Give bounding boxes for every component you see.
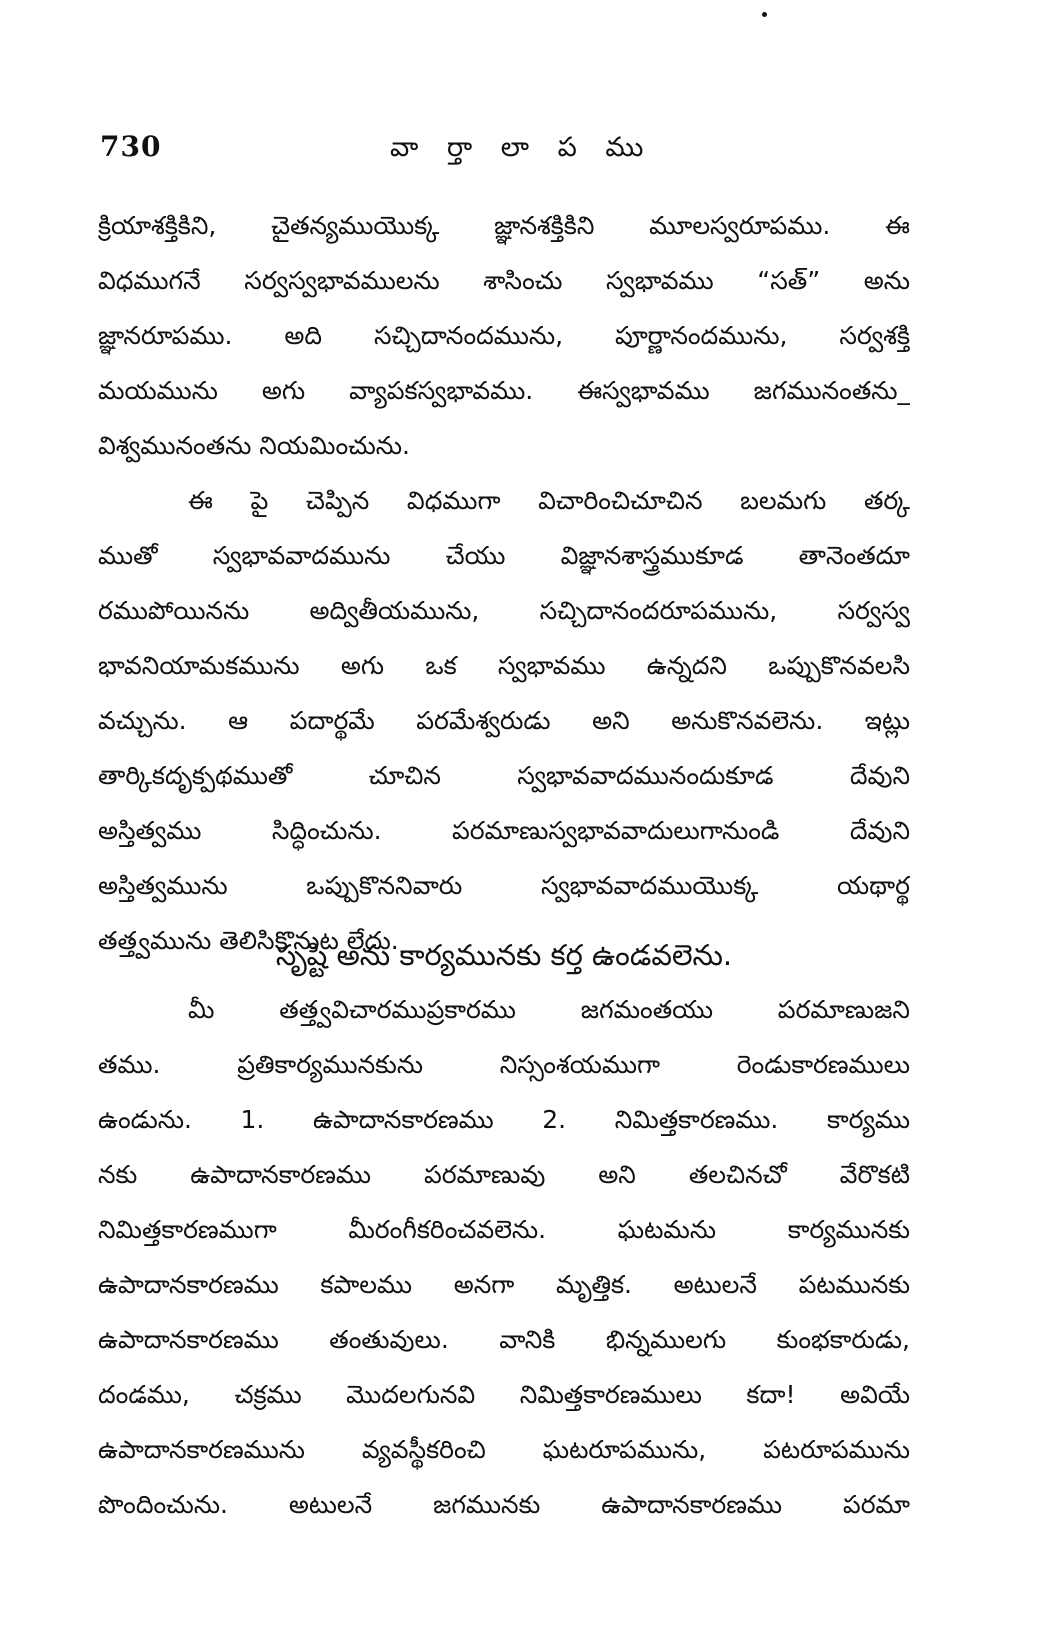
text-line: మీ తత్త్వవిచారముప్రకారము జగమంతయు పరమాణుజని bbox=[188, 995, 910, 1024]
text-line: ఉపాదానకారణము తంతువులు. వానికి భిన్నములగు కుంభకారుడు, bbox=[98, 1325, 910, 1354]
page-header bbox=[100, 130, 920, 180]
text-line: అస్తిత్వమును ఒప్పుకొననివారు స్వభావవాదముయొక్క యథార్థ bbox=[98, 871, 910, 900]
text-line: ఉపాదానకారణము కపాలము అనగా మృత్తిక. అటులనే పటమునకు bbox=[98, 1270, 910, 1299]
text-line: రముపోయినను అద్వితీయమును, సచ్చిదానందరూపమును, సర్వస్వ bbox=[98, 596, 910, 625]
text-line: భావనియామకమును అగు ఒక స్వభావము ఉన్నదని ఒప్పుకొనవలసి bbox=[98, 651, 910, 680]
page-number: 730 bbox=[100, 130, 162, 163]
text-line: విశ్వమునంతను నియమించును. bbox=[98, 431, 410, 460]
text-line: ఉండును. 1. ఉపాదానకారణము 2. నిమిత్తకారణము. కార్యము bbox=[98, 1105, 910, 1134]
text-line: క్రియాశక్తికిని, చైతన్యముయొక్క జ్ఞానశక్తికిని మూలస్వరూపము. ఈ bbox=[98, 211, 910, 240]
section-heading: సృష్టి అను కార్యమునకు కర్త ఉండవలెను. bbox=[275, 938, 733, 972]
text-line: ఈ పై చెప్పిన విధముగా విచారించిచూచిన బలమగు తర్క bbox=[188, 486, 910, 515]
print-speck bbox=[762, 12, 767, 17]
running-title: వా ర్తా లా ప ము bbox=[390, 132, 654, 163]
paragraph-3 bbox=[98, 982, 910, 1532]
text-line: తము. ప్రతికార్యమునకును నిస్సంశయముగా రెండుకారణములు bbox=[98, 1050, 910, 1079]
paragraph-1 bbox=[98, 198, 910, 473]
paragraph-2 bbox=[98, 473, 910, 968]
text-line: పొందించును. అటులనే జగమునకు ఉపాదానకారణము పరమా bbox=[98, 1490, 910, 1519]
text-line: విధముగనే సర్వస్వభావములను శాసించు స్వభావము “సత్” అను bbox=[98, 266, 910, 295]
text-line: వచ్చును. ఆ పదార్థమే పరమేశ్వరుడు అని అనుకొనవలెను. ఇట్లు bbox=[98, 706, 910, 735]
text-line: తార్కికదృక్పథముతో చూచిన స్వభావవాదమునందుకూడ దేవుని bbox=[98, 761, 910, 790]
text-line: ముతో స్వభావవాదమును చేయు విజ్ఞానశాస్త్రముకూడ తానెంతదూ bbox=[98, 541, 910, 570]
text-line: ఉపాదానకారణమును వ్యవస్థీకరించి ఘటరూపమును, పటరూపమును bbox=[98, 1435, 910, 1464]
text-line: నిమిత్తకారణముగా మీరంగీకరించవలెను. ఘటమను కార్యమునకు bbox=[98, 1215, 910, 1244]
text-line: మయమును అగు వ్యాపకస్వభావము. ఈస్వభావము జగమునంతను_ bbox=[98, 376, 910, 405]
text-line: నకు ఉపాదానకారణము పరమాణువు అని తలచినచో వేరొకటి bbox=[98, 1160, 910, 1189]
body-text bbox=[98, 198, 910, 968]
text-line: జ్ఞానరూపము. అది సచ్చిదానందమును, పూర్ణానందమును, సర్వశక్తి bbox=[98, 321, 910, 350]
text-line: అస్తిత్వము సిద్ధించును. పరమాణుస్వభావవాదులుగానుండి దేవుని bbox=[98, 816, 910, 845]
text-line: దండము, చక్రము మొదలగునవి నిమిత్తకారణములు కదా! అవియే bbox=[98, 1380, 910, 1409]
text-line: తత్త్వమును తెలిసికొనుట లేదు. bbox=[98, 926, 399, 955]
